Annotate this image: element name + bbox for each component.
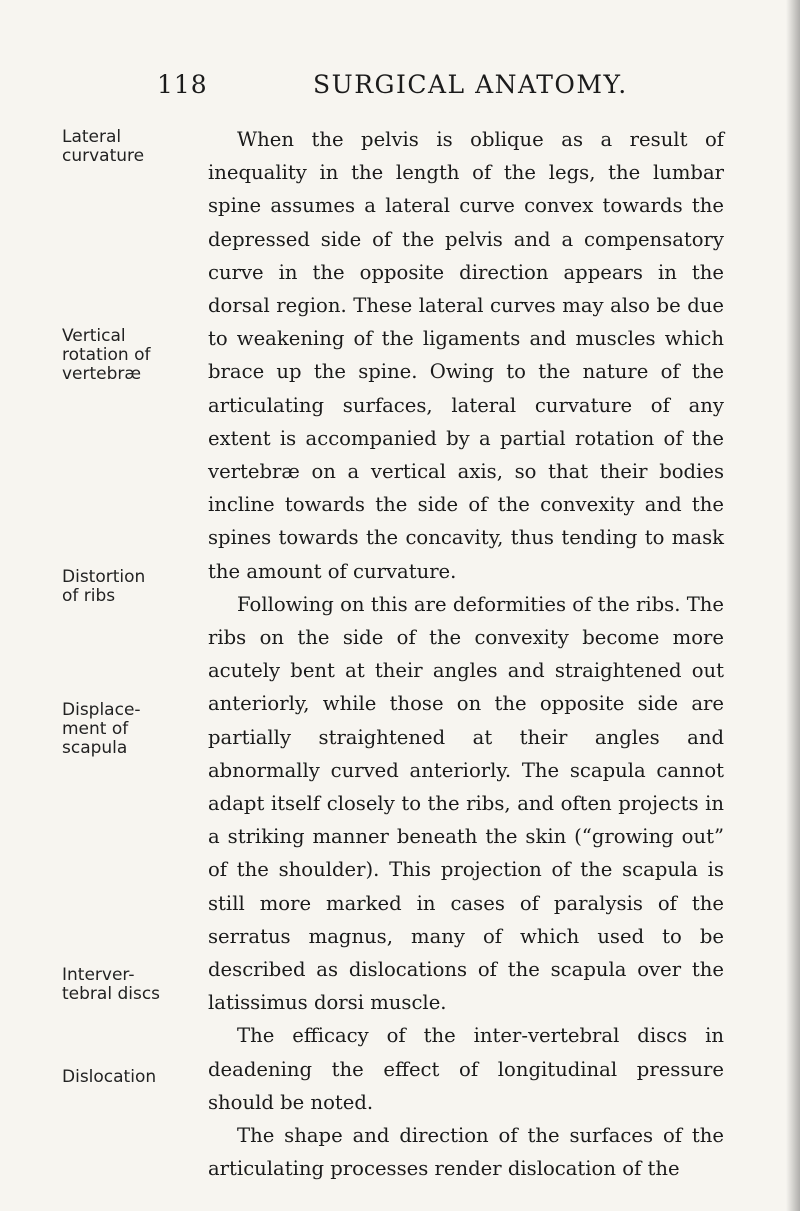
margin-note-line: tebral discs (62, 984, 161, 1004)
paragraph-distortion-of-ribs: Following on this are deformities of the ribs. The ribs on the side of the convexity become more acutely bent at their angles and straightened out anteriorly, while those on the opposite side are partially straightened at their angles and abnormally curved anteriorly. The scapula cannot adapt itself closely to the ribs, and often projects in a striking manner beneath the skin (“growing out” of the shoulder). This projection of the scapula is still more marked in cases of paralysis of the serratus magnus, many of which used to be described as dislocations of the scapula over the latissimus dorsi muscle. (208, 592, 724, 1015)
margin-note-line: Distortion (62, 567, 146, 587)
page-number: 118 (157, 70, 208, 99)
margin-note-line: scapula (62, 738, 128, 758)
paragraph-dislocation: The shape and direction of the surfaces of the articulating processes render dislocation of the (208, 1124, 724, 1181)
paragraph-intervertebral-discs: The efficacy of the inter-vertebral discs in deadening the effect of longitudinal pressure should be noted. (208, 1024, 724, 1114)
margin-note-line: Lateral (62, 127, 122, 147)
margin-note-line: Interver- (62, 965, 135, 985)
margin-note-line: vertebræ (62, 364, 142, 384)
margin-note-lateral-curvature (62, 128, 182, 166)
page-edge-shadow (786, 0, 800, 1211)
margin-note-line: rotation of (62, 345, 151, 365)
margin-note-line: Displace- (62, 700, 141, 720)
margin-note-line: Vertical (62, 326, 126, 346)
margin-note-line: of ribs (62, 586, 116, 606)
body-text (208, 123, 724, 1186)
running-title: SURGICAL ANATOMY. (313, 70, 628, 99)
margin-note-line: curvature (62, 146, 145, 166)
margin-note-vertical-rotation (62, 327, 182, 384)
paragraph-lateral-curvature: When the pelvis is oblique as a result of inequality in the length of the legs, the lumbar spine assumes a lateral curve convex towards the depressed side of the pelvis and a compensatory curve in the opposite direction appears in the dorsal region. These lateral curves may also be due to weakening of the ligaments and muscles which brace up the spine. Owing to the nature of the articulating surfaces, lateral curvature of any extent is accompanied by a partial rotation of the vertebræ on a vertical axis, so that their bodies incline towards the side of the convexity and the spines towards the concavity, thus tending to mask the amount of curvature. (208, 128, 724, 583)
margin-note-dislocation (62, 1068, 182, 1087)
margin-note-line: Dislocation (62, 1067, 157, 1087)
margin-note-distortion-of-ribs (62, 568, 182, 606)
margin-note-displacement-of-scapula (62, 701, 182, 758)
margin-note-line: ment of (62, 719, 129, 739)
margin-note-intervertebral-discs (62, 966, 182, 1004)
